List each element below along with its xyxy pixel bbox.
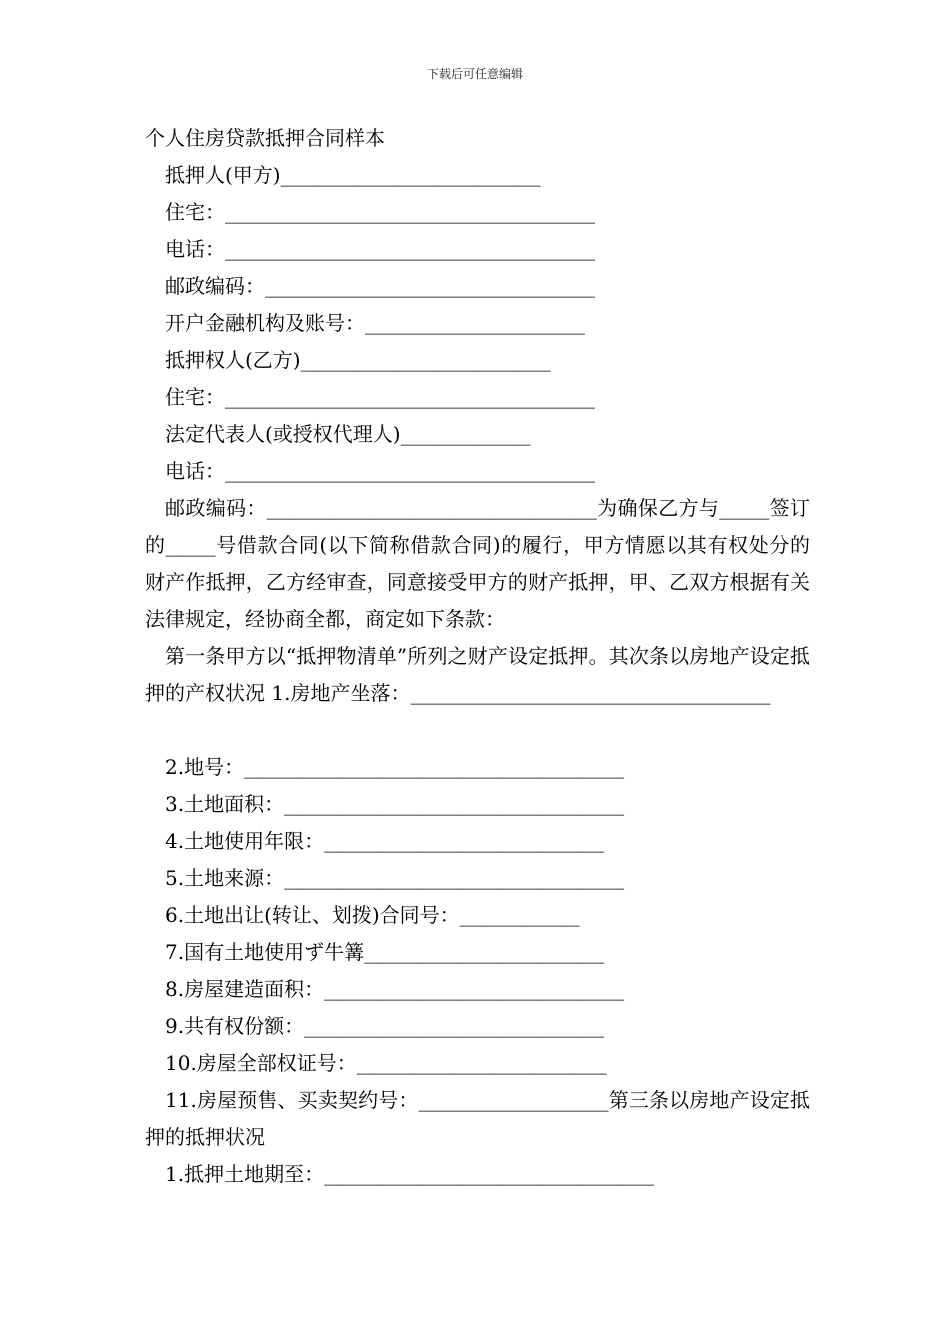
mortgagee-line: 抵押权人(乙方)_________________________ [165,348,551,372]
page-header: 下载后可任意编辑 [426,67,523,81]
bank-account-line: 开户金融机构及账号：______________________ [165,311,585,335]
item-share: 9.共有权份额：______________________________ [165,1014,605,1038]
mortgagee-address-line: 住宅：_____________________________________ [165,385,595,409]
item-land-area: 3.土地面积：__________________________________ [165,792,625,816]
item-state-land: 7.国有土地使用ず牛篝________________________ [165,940,605,964]
paragraph-presale: 11.房屋预售、买卖契约号：___________________第三条以房地产设定抵押的抵押状况 [145,1088,810,1149]
item-land-source: 5.土地来源：__________________________________ [165,866,625,890]
mortgagor-phone-line: 电话：_____________________________________ [165,237,595,261]
mortgagor-line: 抵押人(甲方)__________________________ [165,163,541,187]
item-certificate: 10.房屋全部权证号：_________________________ [165,1051,607,1075]
item-mortgage-term: 1.抵押土地期至：_________________________________ [165,1162,655,1186]
paragraph-article-one: 第一条甲方以“抵押物清单”所列之财产设定抵押。其次条以房地产设定抵押的产权状况 1.房地产坐落：____________________________________ [145,644,810,705]
paragraph-agreement: 邮政编码：_________________________________为确保乙方与_____签订的_____号借款合同(以下简称借款合同)的履行，甲方情愿以其有权处分的财产作抵押，乙方经审查，同意接受甲方的财产抵押，甲、乙双方根据有关法律规定，经协商全都，商定如下条款： [145,496,810,631]
item-land-contract: 6.土地出让(转让、划拨)合同号：____________ [165,903,580,927]
document-title: 个人住房贷款抵押合同样本 [145,126,385,150]
mortgagee-phone-line: 电话：_____________________________________ [165,459,595,483]
mortgagor-address-line: 住宅：_____________________________________ [165,200,595,224]
mortgagor-postcode-line: 邮政编码：_________________________________ [165,274,595,298]
item-land-number: 2.地号：______________________________________ [165,755,625,779]
document-body [145,120,810,1193]
legal-representative-line: 法定代表人(或授权代理人)_____________ [165,422,531,446]
blank-line [145,712,810,749]
item-building-area: 8.房屋建造面积：______________________________ [165,977,625,1001]
item-land-term: 4.土地使用年限：____________________________ [165,829,605,853]
